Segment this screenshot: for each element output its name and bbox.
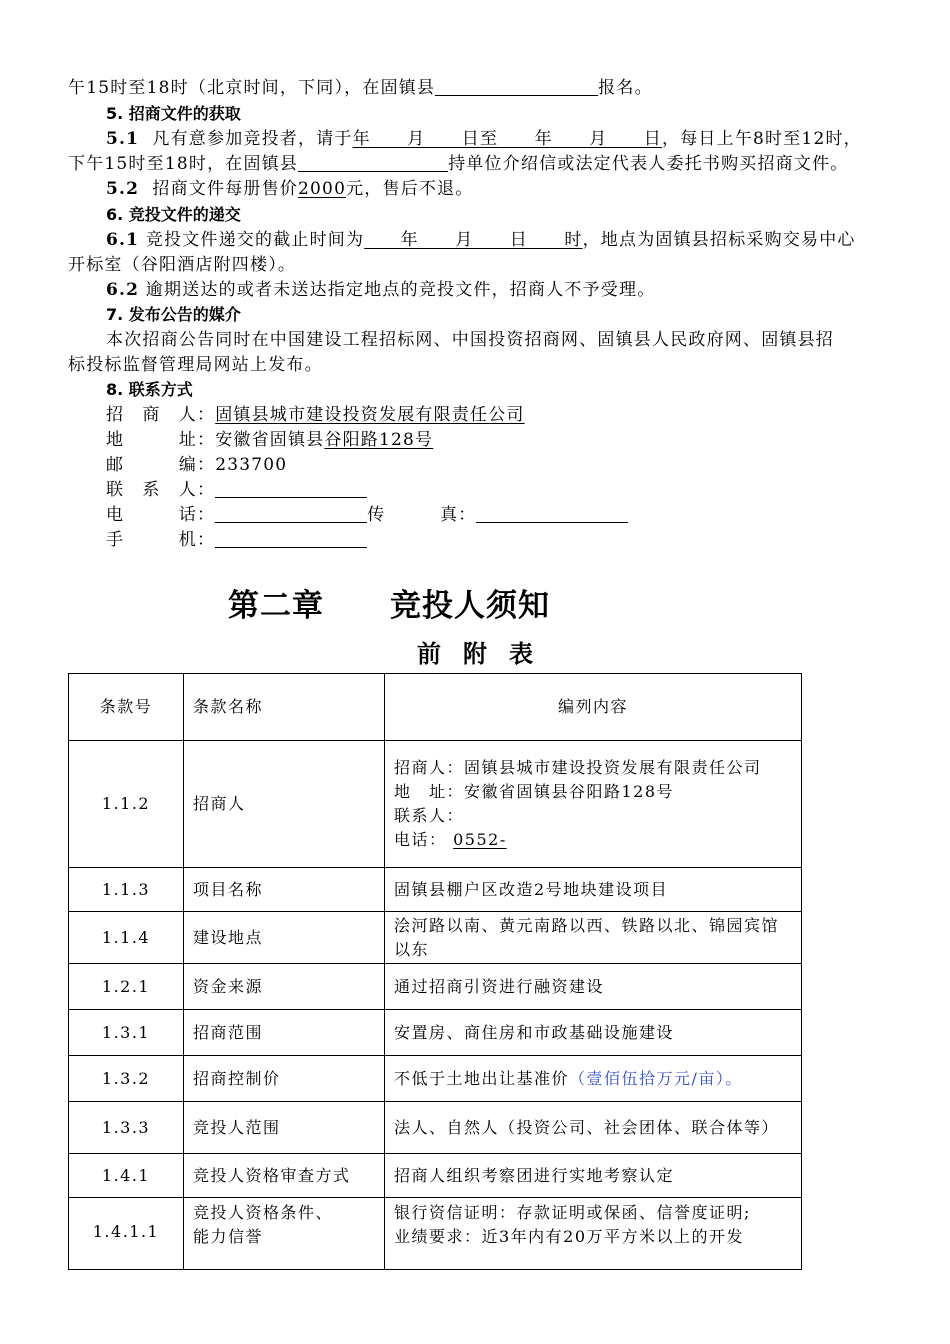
section-5-1 — [106, 127, 862, 151]
zip-value: 233700 — [215, 455, 288, 475]
blank-field — [215, 528, 367, 548]
clause-content: 法人、自然人（投资公司、社会团体、联合体等） — [385, 1102, 802, 1154]
section-6-1 — [106, 228, 856, 252]
clause-number: 5.2 — [106, 179, 140, 199]
clause-text: 凡有意参加竞投者，请于 — [152, 129, 353, 149]
clause-text: 持单位介绍信或法定代表人委托书购买招商文件。 — [448, 154, 849, 174]
blank-field — [435, 76, 598, 96]
intro-line — [68, 76, 653, 100]
clause-content: 招商人组织考察团进行实地考察认定 — [385, 1154, 802, 1198]
table-row — [69, 1198, 802, 1270]
clause-text: 逾期送达的或者未送达指定地点的竞投文件，招商人不予受理。 — [145, 280, 656, 300]
clause-content: 固镇县棚户区改造2号地块建设项目 — [385, 868, 802, 912]
field-label: 手 机： — [106, 530, 216, 550]
table-title: 前附表 — [417, 639, 555, 668]
table-row — [69, 1102, 802, 1154]
blank-field — [298, 152, 448, 172]
name-line: 能力信誉 — [193, 1227, 264, 1246]
date-range-field: 年 月 日至 年 月 日 — [352, 129, 663, 149]
price-text: 不低于土地出让基准价 — [394, 1068, 570, 1088]
clause-name — [184, 1198, 385, 1270]
clause-text: 竞投文件递交的截止时间为 — [145, 230, 365, 250]
clause-content: 安置房、商住房和市政基础设施建设 — [385, 1010, 802, 1056]
price-amount: （壹佰伍拾万元/亩）。 — [569, 1068, 743, 1088]
clause-number: 6.2 — [106, 280, 140, 300]
phone-label: 电话： — [394, 830, 447, 849]
price-value: 2000 — [298, 179, 347, 199]
section-5-1-cont — [68, 152, 848, 176]
clause-content — [385, 1056, 802, 1102]
clause-no: 1.3.2 — [69, 1056, 184, 1102]
header-content: 编列内容 — [385, 674, 802, 741]
table-row — [69, 1056, 802, 1102]
clause-no: 1.1.2 — [69, 741, 184, 868]
chapter-number: 第二章 — [228, 588, 324, 624]
clause-number: 6.1 — [106, 230, 140, 250]
content-line: 银行资信证明：存款证明或保函、信誉度证明; — [394, 1203, 751, 1222]
section-8-heading: 8. 联系方式 — [106, 380, 193, 399]
clause-content: 通过招商引资进行融资建设 — [385, 964, 802, 1010]
clause-name: 招商人 — [184, 741, 385, 868]
clause-name: 招商范围 — [184, 1010, 385, 1056]
clause-no: 1.1.3 — [69, 868, 184, 912]
front-table — [68, 673, 802, 1270]
field-label: 邮 编： — [106, 455, 216, 475]
clause-no: 1.3.3 — [69, 1102, 184, 1154]
clause-name: 资金来源 — [184, 964, 385, 1010]
section-7-text-cont: 标投标监督管理局网站上发布。 — [68, 355, 323, 375]
clause-text: 下午15时至18时，在固镇县 — [68, 154, 299, 174]
field-label: 传 真： — [367, 505, 477, 525]
phone-value: 0552- — [453, 830, 507, 849]
chapter-title — [228, 580, 550, 625]
section-7-heading: 7. 发布公告的媒介 — [106, 305, 241, 324]
clause-number: 5.1 — [106, 129, 140, 149]
blank-field — [215, 503, 367, 523]
table-row — [69, 964, 802, 1010]
clause-content: 浍河路以南、黄元南路以西、铁路以北、锦园宾馆以东 — [385, 912, 802, 964]
clause-content — [385, 741, 802, 868]
table-row — [69, 868, 802, 912]
clause-no: 1.3.1 — [69, 1010, 184, 1056]
clause-no: 1.1.4 — [69, 912, 184, 964]
content-line: 地 址：安徽省固镇县谷阳路128号 — [394, 782, 675, 801]
clause-name: 建设地点 — [184, 912, 385, 964]
clause-text: ，地点为固镇县招标采购交易中心 — [582, 230, 856, 250]
clause-no: 1.2.1 — [69, 964, 184, 1010]
clause-name: 招商控制价 — [184, 1056, 385, 1102]
header-clause-no: 条款号 — [69, 674, 184, 741]
company-value: 固镇县城市建设投资发展有限责任公司 — [215, 405, 525, 425]
content-line — [394, 828, 792, 852]
clause-name: 项目名称 — [184, 868, 385, 912]
field-label: 电 话： — [106, 505, 216, 525]
content-line: 业绩要求：近3年内有20万平方米以上的开发 — [394, 1227, 745, 1246]
field-label: 联 系 人： — [106, 480, 216, 500]
header-clause-name: 条款名称 — [184, 674, 385, 741]
section-5-2 — [106, 177, 474, 201]
section-6-2 — [106, 278, 655, 302]
contact-company — [106, 403, 525, 427]
deadline-field: 年 月 日 时 — [364, 230, 583, 250]
intro-text: 午15时至18时（北京时间，下同），在固镇县 — [68, 78, 436, 98]
clause-no: 1.4.1 — [69, 1154, 184, 1198]
contact-mobile — [106, 528, 367, 552]
contact-phone-fax — [106, 503, 628, 527]
section-6-heading: 6. 竞投文件的递交 — [106, 205, 241, 224]
clause-text: ，每日上午8时至12时， — [662, 129, 862, 149]
field-label: 招 商 人： — [106, 405, 216, 425]
content-line: 招商人：固镇县城市建设投资发展有限责任公司 — [394, 758, 762, 777]
address-value: 安徽省固镇县 — [215, 430, 325, 450]
clause-text: 招商文件每册售价 — [152, 179, 299, 199]
section-5-heading: 5. 招商文件的获取 — [106, 104, 241, 123]
clause-text: 元，售后不退。 — [346, 179, 474, 199]
table-row — [69, 1010, 802, 1056]
blank-field — [476, 503, 628, 523]
section-7-text: 本次招商公告同时在中国建设工程招标网、中国投资招商网、固镇县人民政府网、固镇县招 — [106, 330, 834, 350]
table-header-row — [69, 674, 802, 741]
contact-person — [106, 478, 367, 502]
address-value-underlined: 谷阳路128号 — [324, 430, 434, 450]
clause-content — [385, 1198, 802, 1270]
intro-text-end: 报名。 — [598, 78, 653, 98]
clause-name: 竞投人范围 — [184, 1102, 385, 1154]
clause-no: 1.4.1.1 — [69, 1198, 184, 1270]
table-row — [69, 912, 802, 964]
table-row — [69, 1154, 802, 1198]
contact-address — [106, 428, 433, 452]
blank-field — [215, 478, 367, 498]
content-line: 联系人： — [394, 806, 465, 825]
contact-zip — [106, 453, 287, 477]
section-6-1-cont: 开标室（谷阳酒店附四楼）。 — [68, 255, 297, 275]
field-label: 地 址： — [106, 430, 216, 450]
chapter-name: 竞投人须知 — [390, 588, 550, 624]
name-line: 竞投人资格条件、 — [193, 1203, 334, 1222]
table-row — [69, 741, 802, 868]
clause-name: 竞投人资格审查方式 — [184, 1154, 385, 1198]
